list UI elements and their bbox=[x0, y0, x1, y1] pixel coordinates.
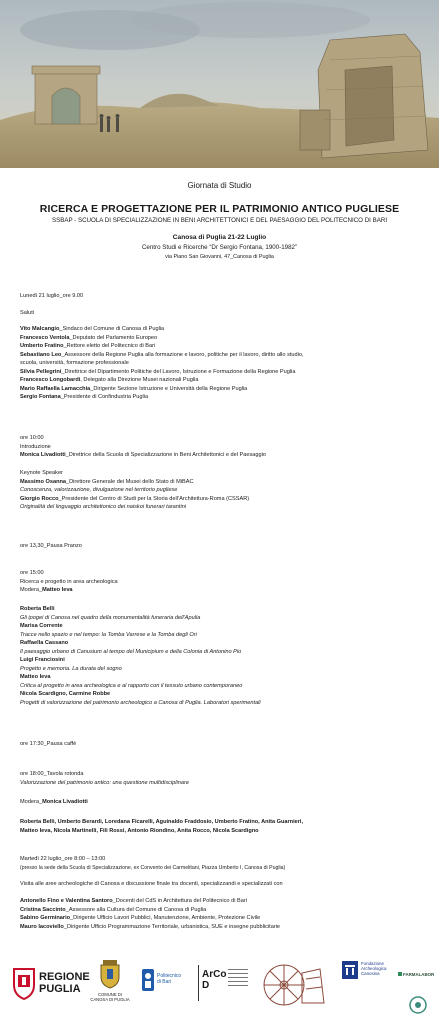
speaker-role: _Assessore alla Cultura del Comune di Canosa di Puglia bbox=[65, 906, 207, 913]
speaker-name: Francesco Longobardi bbox=[20, 377, 81, 383]
talk-speaker: Roberta Belli bbox=[20, 606, 55, 612]
speaker-role: _Rettore eletto del Politecnico di Bari bbox=[63, 343, 156, 349]
round-table-title: Valorizzazione del patrimonio antico: una questione multidisciplinare bbox=[20, 779, 189, 786]
coffee-break: ore 17:30_Pausa caffè bbox=[20, 741, 77, 747]
session-label: Introduzione bbox=[20, 443, 51, 450]
day2-place: (presso la sede della Scuola di Specializzazione, ex Convento dei Carmelitani, Piazza Umberto I, Canosa di Puglia) bbox=[20, 864, 286, 871]
speaker-name: Francesco Ventola bbox=[20, 334, 70, 341]
day2-person bbox=[20, 924, 432, 930]
speaker-name: Umberto Fratino bbox=[20, 343, 64, 349]
speaker-role: _Assessore della Regione Puglia alla formazione e lavoro, politiche per il lavoro, diritto allo studio, bbox=[61, 351, 304, 358]
fondazione-logo-text bbox=[361, 961, 386, 977]
politecnico-logo bbox=[142, 969, 188, 999]
regione-shield-icon bbox=[12, 967, 36, 1001]
venue-date: Canosa di Puglia 21-22 Luglio bbox=[172, 234, 267, 241]
talk-speaker: Marisa Corrente bbox=[20, 623, 63, 629]
speaker-role: _Sindaco del Comune di Canosa di Puglia bbox=[59, 326, 165, 332]
speaker-role: _Dirigente Ufficio Programmazione Territoriale, urbanistica, SUE e insegne pubblicitarie bbox=[63, 923, 281, 930]
keynote-row bbox=[20, 479, 432, 485]
greeting-row bbox=[20, 335, 432, 341]
round-table-time: ore 18:00_Tavola rotonda bbox=[20, 771, 84, 777]
fondazione-emblem-icon bbox=[342, 961, 358, 979]
session-time: ore 15:00 bbox=[20, 570, 44, 576]
talk-speaker: Luigi Franciosini bbox=[20, 657, 65, 663]
arcod-text-line: D bbox=[202, 980, 210, 991]
greeting-row bbox=[20, 394, 432, 400]
speaker-name: Massimo Osanna bbox=[20, 478, 67, 485]
comune-logo-text bbox=[88, 992, 132, 1002]
page-title: RICERCA E PROGETTAZIONE PER IL PATRIMONIO ANTICO PUGLIESE bbox=[39, 203, 400, 215]
moderator-name: Matteo Ieva bbox=[42, 587, 73, 593]
regione-puglia-logo bbox=[12, 963, 100, 1007]
politecnico-emblem-icon bbox=[142, 969, 154, 991]
venue-address: via Piano San Giovanni, 47_Canosa di Puglia bbox=[165, 254, 274, 260]
day2-person bbox=[20, 915, 432, 921]
speaker-role: _Deputato del Parlamento Europeo bbox=[69, 334, 158, 341]
speaker-role: _Presidente di Confindustria Puglia bbox=[60, 394, 149, 400]
moderator-name: Monica Livadiotti bbox=[42, 799, 88, 805]
speaker-name: Cristina Saccinto bbox=[20, 906, 66, 913]
greeting-row bbox=[20, 352, 432, 358]
comune-canosa-logo bbox=[88, 959, 132, 1019]
speaker-name: Mauro Iacoviello bbox=[20, 923, 64, 930]
greeting-row bbox=[20, 369, 432, 375]
speaker-name: Giorgio Rocco bbox=[20, 495, 59, 502]
talk-title: Originalità del linguaggio architettonico dei naiskoi funerari tarantini bbox=[20, 504, 187, 510]
round-table-participants: Roberta Belli, Umberto Berardi, Loredana Ficarelli, Aguinaldo Fraddosio, Umberto Fratino, Anita Guarnieri, bbox=[20, 819, 304, 825]
speaker-name: Vito Malcangio bbox=[20, 326, 60, 332]
moderator-row bbox=[20, 587, 432, 593]
ruins-wheel-icon bbox=[262, 959, 328, 1011]
day2-heading: Martedì 22 luglio_ore 8:00 – 13:00 bbox=[20, 856, 106, 862]
moderator-label: Modera_ bbox=[20, 799, 43, 805]
farmalabor-text: FARMALABOR bbox=[403, 972, 435, 977]
talk-title: Progetto e memoria. La durata del sogno bbox=[20, 665, 122, 672]
fondazione-text-line: Fondazione bbox=[361, 961, 384, 966]
keynote-label: Keynote Speaker bbox=[20, 470, 63, 476]
talk-speaker: Nicola Scardigno, Carmine Robbe bbox=[20, 691, 111, 697]
sponsor-logos bbox=[0, 955, 439, 1024]
speaker-name: Monica Livadiotti bbox=[20, 452, 66, 458]
moderator-label: Modera_ bbox=[20, 587, 43, 593]
day2-person bbox=[20, 898, 432, 904]
seal-icon bbox=[408, 995, 428, 1015]
speaker-role: _Docenti del CdS in Architettura del Politecnico di Bari bbox=[112, 898, 247, 904]
speaker-name: Antonello Fino e Valentina Santoro bbox=[20, 898, 113, 904]
speaker-role: scuola, università, formazione professionale bbox=[20, 360, 129, 366]
speaker-name: Mario Raffaella Lamacchia bbox=[20, 385, 91, 392]
talk-title: Progetti di valorizzazione del patrimonio archeologico a Canosa di Puglia. Laboratori sperimentali bbox=[20, 699, 261, 706]
arcod-logo bbox=[198, 965, 254, 1005]
fondazione-text-line: Archeologica bbox=[361, 966, 387, 972]
arcod-text bbox=[202, 969, 226, 991]
day1-heading: Lunedì 21 luglio_ore 9.00 bbox=[20, 293, 84, 299]
speaker-name: Silvia Pellegrini bbox=[20, 368, 62, 375]
speaker-name: Sergio Fontana bbox=[20, 394, 61, 400]
greeting-row bbox=[20, 326, 432, 332]
farmalabor-logo bbox=[398, 963, 436, 977]
fondazione-logo bbox=[342, 961, 398, 991]
ssbap-drawing-logo bbox=[262, 959, 328, 1011]
greeting-row bbox=[20, 360, 432, 366]
session-time: ore 10:00 bbox=[20, 435, 44, 441]
talk-title: Conoscenza, valorizzazione, divulgazione nel territorio pugliese bbox=[20, 487, 178, 493]
politecnico-text-line: Politecnico bbox=[157, 973, 182, 979]
saluti-label: Saluti bbox=[20, 310, 34, 316]
speaker-role: _Direttore Generale dei Musei dello Stato di MiBAC bbox=[66, 478, 194, 485]
day2-person bbox=[20, 907, 432, 913]
politecnico-logo-text bbox=[157, 973, 181, 985]
politecnico-text-line: di Bari bbox=[157, 979, 172, 985]
venue-center: Centro Studi e Ricerche “Dr Sergio Fontana, 1900-1982” bbox=[141, 244, 298, 251]
keynote-row bbox=[20, 496, 432, 502]
session-topic: Ricerca e progetto in area archeologica bbox=[20, 578, 118, 585]
comune-text-line: CANOSA DI PUGLIA bbox=[90, 997, 130, 1002]
arcod-text-line: ArCo bbox=[202, 969, 227, 980]
speaker-role: _Direttrice della Scuola di Specializzazione in Beni Architettonici e del Paesaggio bbox=[65, 452, 266, 458]
speaker-name: Sabino Germinario bbox=[20, 915, 71, 921]
greeting-row bbox=[20, 386, 432, 392]
ruins-painting bbox=[0, 0, 439, 168]
speaker-name: Sebastiano Leo bbox=[20, 351, 62, 358]
speaker-role: , Delegato alla Direzione Musei nazionali Puglia bbox=[80, 377, 199, 383]
day2-visit: Visita alle aree archeologiche di Canosa e discussione finale tra docenti, specializzandi e specializzati con bbox=[20, 881, 283, 887]
greeting-row bbox=[20, 377, 432, 383]
talk-title: Gli ipogei di Canosa nel quadro della monumentalità funeraria dell’Apulia bbox=[20, 614, 201, 621]
comune-crest-icon bbox=[99, 959, 121, 989]
talk-speaker: Raffaella Cassano bbox=[20, 640, 69, 646]
moderator-row bbox=[20, 799, 432, 805]
speaker-role: _Direttrice del Dipartimento Politiche del Lavoro, Istruzione e Formazione della Regione Puglia bbox=[61, 368, 296, 375]
intro-row bbox=[20, 452, 432, 458]
speaker-role: _Presidente del Centro di Studi per la Storia dell’Architettura-Roma (CSSAR) bbox=[58, 495, 250, 502]
lunch-break: ore 13,30_Pausa Pranzo bbox=[20, 543, 82, 549]
fondazione-text-line: Canosina bbox=[361, 971, 380, 977]
speaker-role: _Dirigente Sezione Istruzione e Università della Regione Puglia bbox=[90, 385, 248, 392]
comune-text-line: COMUNE DI bbox=[98, 992, 122, 997]
talk-title: Tracce nello spazio e nel tempo: la Tomba Varrese e la Tomba degli Ori bbox=[20, 631, 197, 638]
round-table-participants: Matteo Ieva, Nicola Martinelli, Fili Rossi, Antonio Riondino, Anita Rocco, Nicola Scardigno bbox=[20, 827, 259, 834]
talk-title: Il paesaggio urbano di Canusium al tempo del Municipium e della Colonia di Antonino Pio bbox=[20, 648, 242, 655]
talk-speaker: Matteo Ieva bbox=[20, 674, 51, 680]
page-subtitle: SSBAP - SCUOLA DI SPECIALIZZAZIONE IN BENI ARCHITETTONICI E DEL PAESAGGIO DEL POLITECNICO DI BARI bbox=[51, 217, 388, 224]
regione-logo-text: REGIONE PUGLIA bbox=[39, 971, 90, 995]
event-type: Giornata di Studio bbox=[187, 181, 252, 190]
speaker-role: _Dirigente Ufficio Lavori Pubblici, Manutenzione, Ambiente, Protezione Civile bbox=[70, 915, 261, 921]
hero-illustration bbox=[0, 0, 439, 168]
greeting-row bbox=[20, 343, 432, 349]
talk-title: Critica al progetto in area archeologica e al rapporto con il tessuto urbano contemporaneo bbox=[20, 682, 243, 689]
